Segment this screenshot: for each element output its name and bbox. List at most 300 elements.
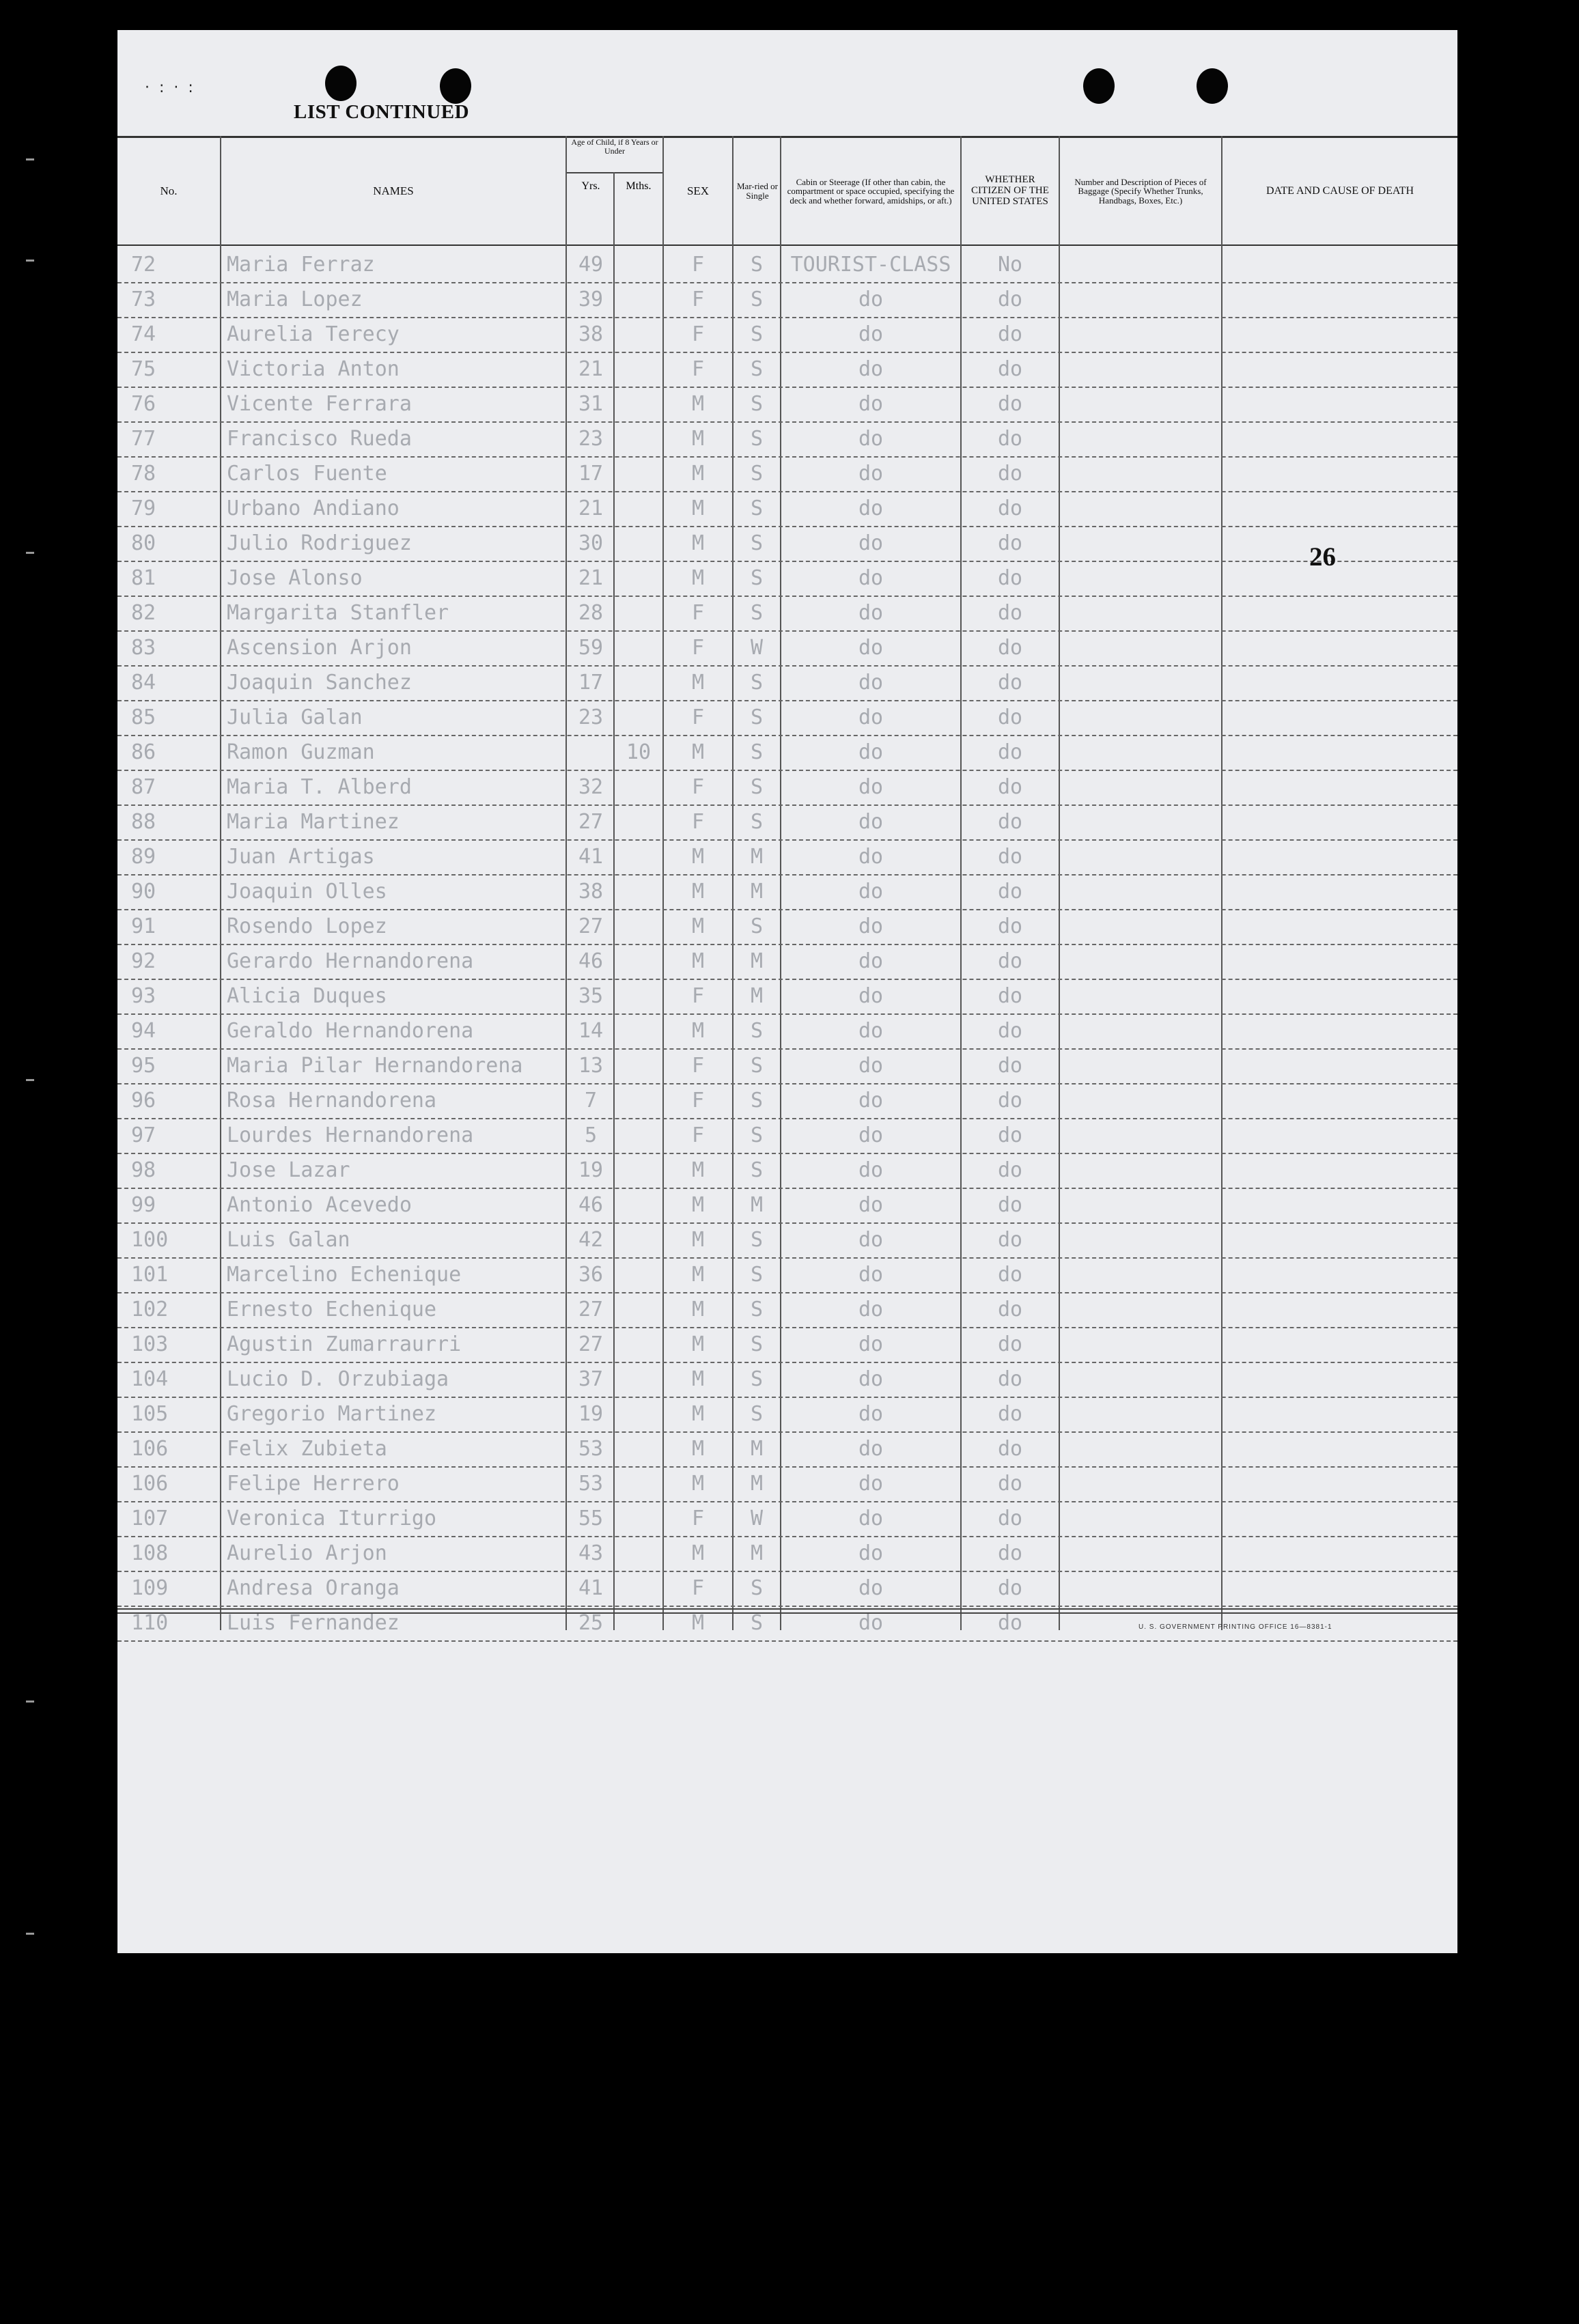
cell-name: Vicente Ferrara [227,392,412,416]
cell-sex: F [691,601,705,625]
cell-sex: M [691,1332,705,1356]
cell-no: 109 [131,1576,169,1600]
cell-ms: M [750,1437,764,1461]
cell-name: Maria Lopez [227,288,363,311]
cell-citizen: do [997,1298,1023,1321]
cell-citizen: do [997,1054,1023,1078]
cell-sex: M [691,1158,705,1182]
table-row [117,1083,1457,1119]
cell-name: Urbano Andiano [227,496,400,520]
cell-no: 78 [131,462,156,486]
cell-cabin: do [858,1576,884,1600]
cell-no: 108 [131,1541,169,1565]
cell-ms: S [750,914,764,938]
cell-yrs: 19 [578,1402,604,1426]
cell-sex: M [691,1298,705,1321]
cell-mths [616,669,661,697]
cell-mths [616,1575,661,1602]
cell-sex: M [691,671,705,695]
cell-cabin: do [858,1158,884,1182]
cell-name: Rosendo Lopez [227,914,387,938]
table-row [117,1292,1457,1328]
cell-sex: F [691,810,705,834]
cell-citizen: do [997,427,1023,451]
table-row [117,979,1457,1015]
cell-sex: F [691,1576,705,1600]
cell-mths [616,1296,661,1324]
cell-yrs: 46 [578,1193,604,1217]
cell-name: Juan Artigas [227,845,375,869]
cell-mths [616,1610,661,1637]
cell-citizen: do [997,671,1023,695]
cell-no: 72 [131,253,156,277]
cell-sex: M [691,1019,705,1043]
header-death: DATE AND CAUSE OF DEATH [1266,184,1414,197]
table-row [117,909,1457,945]
table-row [117,491,1457,527]
cell-name: Maria T. Alberd [227,775,412,799]
cell-mths [616,495,661,522]
cell-citizen: do [997,357,1023,381]
cell-sex: M [691,427,705,451]
cell-yrs: 23 [578,427,604,451]
cell-sex: M [691,740,705,764]
cell-sex: M [691,496,705,520]
cell-cabin: do [858,636,884,660]
cell-no: 99 [131,1193,156,1217]
cell-yrs: 41 [578,845,604,869]
cell-citizen: do [997,1367,1023,1391]
cell-cabin: do [858,1472,884,1496]
cell-cabin: do [858,845,884,869]
cell-cabin: do [858,705,884,729]
cell-name: Carlos Fuente [227,462,387,486]
cell-citizen: do [997,1437,1023,1461]
cell-name: Ernesto Echenique [227,1298,437,1321]
table-row [117,1222,1457,1259]
cell-citizen: do [997,1263,1023,1287]
cell-ms: W [750,636,764,660]
cell-yrs: 43 [578,1541,604,1565]
table-row [117,1188,1457,1224]
cell-sex: M [691,1541,705,1565]
cell-name: Veronica Iturrigo [227,1507,437,1530]
cell-yrs: 42 [578,1228,604,1252]
cell-sex: M [691,1611,705,1635]
cell-cabin: do [858,1054,884,1078]
cell-citizen: do [997,1019,1023,1043]
cell-cabin: do [858,1507,884,1530]
cell-name: Julio Rodriguez [227,531,412,555]
table-row [117,1013,1457,1050]
cell-yrs: 53 [578,1472,604,1496]
cell-citizen: do [997,1576,1023,1600]
cell-name: Rosa Hernandorena [227,1089,437,1112]
cell-ms: M [750,949,764,973]
cell-cabin: do [858,288,884,311]
cell-mths [616,530,661,557]
table-row [117,630,1457,667]
cell-yrs: 7 [584,1089,598,1112]
table-row [117,456,1457,492]
cell-sex: M [691,1437,705,1461]
table-row [117,317,1457,353]
cell-ms: S [750,671,764,695]
cell-name: Geraldo Hernandorena [227,1019,474,1043]
header-yrs: Yrs. [581,180,600,192]
cell-yrs: 28 [578,601,604,625]
cell-no: 84 [131,671,156,695]
cell-cabin: do [858,1263,884,1287]
cell-name: Luis Galan [227,1228,350,1252]
edge-mark [26,1933,34,1935]
cell-name: Antonio Acevedo [227,1193,412,1217]
cell-cabin: do [858,1611,884,1635]
table-row [117,1153,1457,1189]
cell-ms: M [750,880,764,904]
table-row [117,944,1457,980]
cell-cabin: do [858,671,884,695]
cell-sex: M [691,1367,705,1391]
cell-ms: S [750,566,764,590]
cell-cabin: do [858,601,884,625]
cell-mths [616,425,661,453]
cell-yrs: 21 [578,357,604,381]
cell-yrs [570,739,612,766]
cell-cabin: do [858,427,884,451]
cell-no: 75 [131,357,156,381]
table-row [117,526,1457,562]
cell-cabin: do [858,775,884,799]
cell-ms: S [750,462,764,486]
cell-yrs: 35 [578,984,604,1008]
cell-citizen: do [997,845,1023,869]
table-row [117,282,1457,318]
cell-ms: S [750,1367,764,1391]
table-row [117,700,1457,736]
cell-mths [616,1122,661,1149]
cell-ms: W [750,1507,764,1530]
cell-sex: F [691,322,705,346]
cell-cabin: do [858,357,884,381]
cell-ms: S [750,1263,764,1287]
cell-no: 96 [131,1089,156,1112]
cell-sex: M [691,462,705,486]
table-row [117,1362,1457,1398]
cell-no: 76 [131,392,156,416]
cell-sex: M [691,392,705,416]
cell-cabin: do [858,880,884,904]
cell-name: Jose Lazar [227,1158,350,1182]
manifest-page [117,30,1457,1953]
cell-yrs: 46 [578,949,604,973]
cell-name: Maria Pilar Hernandorena [227,1054,523,1078]
cell-sex: F [691,636,705,660]
cell-mths [616,600,661,627]
cell-sex: M [691,531,705,555]
cell-cabin: do [858,1228,884,1252]
cell-ms: S [750,427,764,451]
cell-no: 91 [131,914,156,938]
cell-mths: 10 [626,740,652,764]
cell-ms: S [750,1054,764,1078]
header-married: Mar-ried or Single [736,181,779,201]
table-row [117,874,1457,910]
cell-citizen: do [997,1611,1023,1635]
cell-mths [616,704,661,731]
cell-mths [616,948,661,975]
header-citizen: WHETHER CITIZEN OF THE UNITED STATES [971,174,1049,207]
cell-citizen: do [997,740,1023,764]
cell-citizen: do [997,1332,1023,1356]
cell-mths [616,809,661,836]
cell-citizen: do [997,288,1023,311]
cell-cabin: do [858,496,884,520]
cell-citizen: No [997,253,1023,277]
cell-no: 82 [131,601,156,625]
cell-cabin: do [858,1019,884,1043]
cell-name: Maria Ferraz [227,253,375,277]
cell-citizen: do [997,392,1023,416]
cell-cabin: do [858,1437,884,1461]
cell-ms: S [750,1158,764,1182]
table-row [117,1571,1457,1607]
cell-no: 74 [131,322,156,346]
cell-name: Lourdes Hernandorena [227,1123,474,1147]
cell-sex: F [691,1507,705,1530]
cell-ms: S [750,705,764,729]
edge-mark [26,260,34,262]
cell-ms: S [750,1228,764,1252]
printing-office-footer: U. S. GOVERNMENT PRINTING OFFICE 16—8381-1 [1138,1623,1332,1631]
cell-citizen: do [997,1541,1023,1565]
cell-cabin: do [858,740,884,764]
cell-yrs: 30 [578,531,604,555]
cell-sex: M [691,914,705,938]
cell-ms: M [750,845,764,869]
table-row [117,770,1457,806]
cell-mths [616,460,661,488]
cell-mths [616,1052,661,1080]
header-names: NAMES [373,184,414,198]
cell-no: 110 [131,1611,169,1635]
cell-name: Felix Zubieta [227,1437,387,1461]
bottom-rule [117,1608,1457,1614]
cell-citizen: do [997,775,1023,799]
cell-yrs: 17 [578,462,604,486]
cell-mths [616,1470,661,1498]
cell-mths [616,1157,661,1184]
cell-name: Alicia Duques [227,984,387,1008]
cell-no: 100 [131,1228,169,1252]
cell-sex: F [691,984,705,1008]
cell-cabin: do [858,531,884,555]
cell-cabin: do [858,949,884,973]
table-row [117,596,1457,632]
cell-citizen: do [997,1472,1023,1496]
cell-citizen: do [997,880,1023,904]
cell-no: 92 [131,949,156,973]
cell-mths [616,1401,661,1428]
cell-citizen: do [997,1228,1023,1252]
table-row [117,1118,1457,1154]
cell-no: 95 [131,1054,156,1078]
cell-ms: S [750,1089,764,1112]
cell-yrs: 41 [578,1576,604,1600]
cell-citizen: do [997,601,1023,625]
cell-citizen: do [997,496,1023,520]
table-header [117,136,1457,246]
cell-yrs: 39 [578,288,604,311]
table-row [117,352,1457,388]
cell-ms: S [750,810,764,834]
cell-name: Margarita Stanfler [227,601,449,625]
cell-name: Ramon Guzman [227,740,375,764]
table-row [117,561,1457,597]
cell-citizen: do [997,462,1023,486]
cell-mths [616,1436,661,1463]
cell-mths [616,1087,661,1115]
cell-yrs: 19 [578,1158,604,1182]
cell-yrs: 59 [578,636,604,660]
cell-cabin: do [858,1332,884,1356]
cell-citizen: do [997,322,1023,346]
cell-mths [616,1331,661,1358]
table-row [117,1048,1457,1084]
cell-cabin: do [858,1298,884,1321]
cell-sex: F [691,288,705,311]
cell-sex: M [691,1472,705,1496]
cell-ms: S [750,253,764,277]
cell-cabin: do [858,1402,884,1426]
cell-name: Andresa Oranga [227,1576,400,1600]
cell-sex: F [691,253,705,277]
cell-citizen: do [997,1158,1023,1182]
header-no: No. [160,184,178,198]
header-sex: SEX [686,184,710,198]
cell-name: Ascension Arjon [227,636,412,660]
cell-no: 80 [131,531,156,555]
cell-name: Luis Fernandez [227,1611,400,1635]
cell-mths [616,286,661,313]
cell-sex: M [691,880,705,904]
cell-sex: M [691,1228,705,1252]
cell-no: 102 [131,1298,169,1321]
cell-yrs: 36 [578,1263,604,1287]
cell-mths [616,843,661,871]
punch-hole-right-1 [1083,68,1115,104]
cell-name: Francisco Rueda [227,427,412,451]
cell-mths [616,1227,661,1254]
cell-no: 97 [131,1123,156,1147]
table-row [117,1501,1457,1537]
cell-no: 105 [131,1402,169,1426]
cell-mths [616,321,661,348]
cell-mths [616,634,661,662]
cell-no: 107 [131,1507,169,1530]
table-row [117,804,1457,841]
edge-mark [26,1700,34,1703]
cell-cabin: do [858,392,884,416]
table-row [117,1431,1457,1468]
cell-sex: F [691,1123,705,1147]
cell-mths [616,983,661,1010]
cell-ms: S [750,740,764,764]
table-row [117,839,1457,876]
edge-mark [26,158,34,160]
cell-sex: F [691,357,705,381]
table-row [117,1327,1457,1363]
cell-no: 86 [131,740,156,764]
cell-sex: M [691,1263,705,1287]
cell-no: 94 [131,1019,156,1043]
cell-name: Felipe Herrero [227,1472,400,1496]
cell-no: 104 [131,1367,169,1391]
table-row [117,665,1457,701]
cell-sex: M [691,566,705,590]
cell-ms: S [750,1611,764,1635]
cell-no: 106 [131,1437,169,1461]
cell-no: 93 [131,984,156,1008]
cell-citizen: do [997,1507,1023,1530]
cell-ms: S [750,392,764,416]
cell-name: Julia Galan [227,705,363,729]
cell-name: Victoria Anton [227,357,400,381]
cell-yrs: 27 [578,1332,604,1356]
cell-ms: S [750,1298,764,1321]
cell-sex: F [691,705,705,729]
edge-mark [26,552,34,554]
punch-hole-right-2 [1197,68,1228,104]
header-age-group: Age of Child, if 8 Years or Under [567,138,662,173]
cell-mths [616,774,661,801]
cell-ms: S [750,1123,764,1147]
cell-yrs: 21 [578,566,604,590]
cell-no: 89 [131,845,156,869]
cell-mths [616,878,661,906]
cell-no: 103 [131,1332,169,1356]
cell-no: 77 [131,427,156,451]
cell-cabin: do [858,1089,884,1112]
list-title: LIST CONTINUED [294,101,470,123]
cell-yrs: 27 [578,810,604,834]
cell-yrs: 5 [584,1123,598,1147]
cell-mths [616,1366,661,1393]
cell-cabin: do [858,1123,884,1147]
header-mths: Mths. [626,180,652,192]
cell-ms: S [750,322,764,346]
table-row [117,1536,1457,1572]
cell-sex: F [691,1054,705,1078]
cell-name: Jose Alonso [227,566,363,590]
table-row [117,735,1457,771]
cell-yrs: 25 [578,1611,604,1635]
cell-name: Aurelia Terecy [227,322,400,346]
cell-ms: M [750,1541,764,1565]
cell-mths [616,391,661,418]
header-cabin: Cabin or Steerage (If other than cabin, the compartment or space occupied, specifying the deck and whether forward, amidships, or aft.) [787,176,955,206]
cell-ms: M [750,1193,764,1217]
cell-yrs: 55 [578,1507,604,1530]
cell-sex: M [691,845,705,869]
cell-no: 106 [131,1472,169,1496]
cell-yrs: 38 [578,322,604,346]
cell-no: 85 [131,705,156,729]
cell-yrs: 49 [578,253,604,277]
cell-cabin: do [858,1367,884,1391]
cell-no: 101 [131,1263,169,1287]
cell-cabin: do [858,1541,884,1565]
